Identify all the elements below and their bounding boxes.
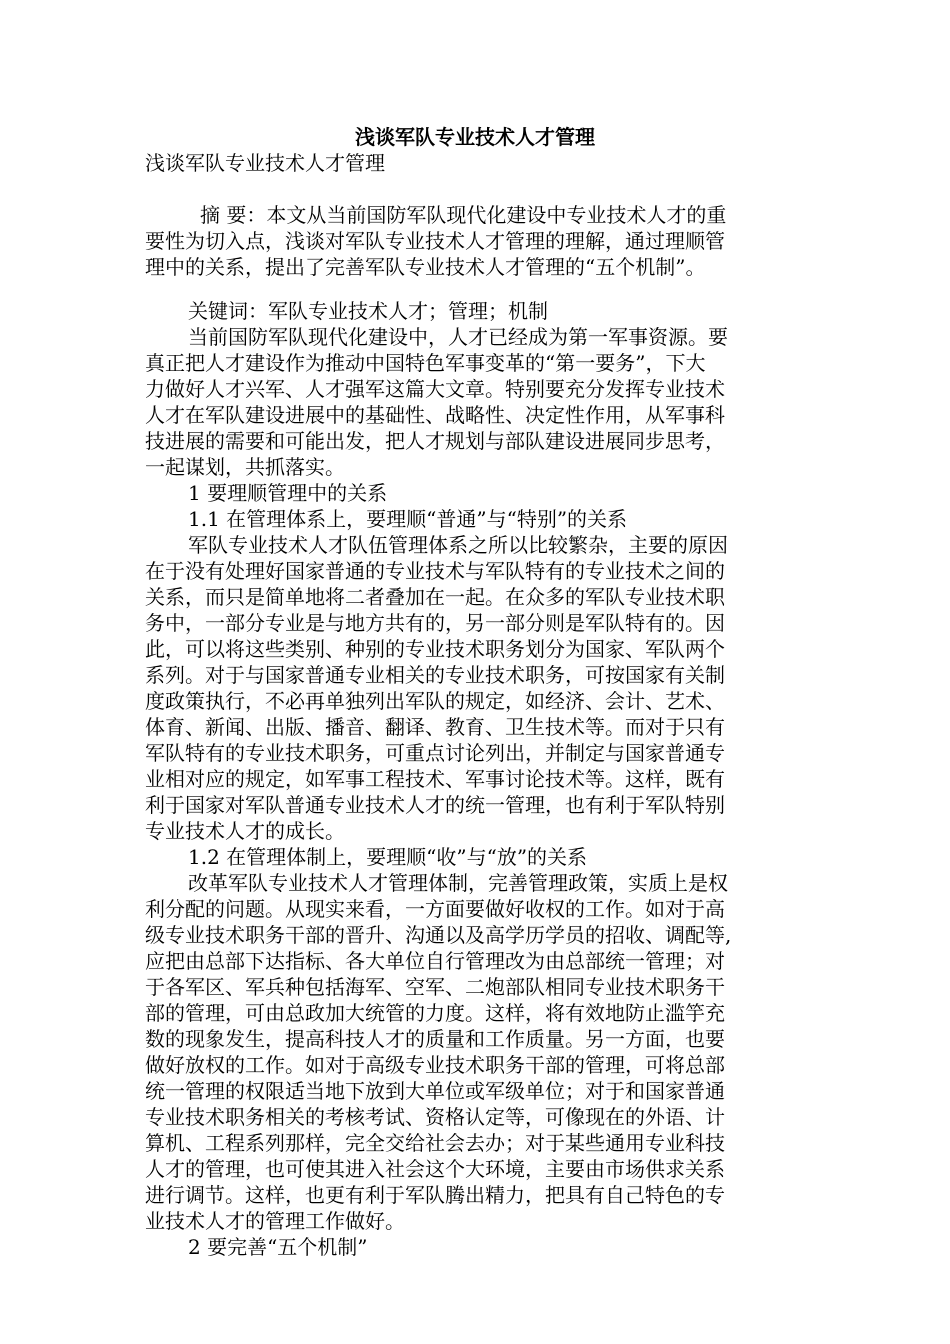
body-line: 人才在军队建设进展中的基础性、战略性、决定性作用，从军事科 xyxy=(145,403,725,427)
body-line: 改革军队专业技术人才管理体制，完善管理政策，实质上是权 xyxy=(188,871,728,895)
abstract-line: 摘 要：本文从当前国防军队现代化建设中专业技术人才的重 xyxy=(200,203,727,227)
body-line: 此，可以将这些类别、种别的专业技术职务划分为国家、军队两个 xyxy=(145,637,725,661)
abstract-line: 理中的关系，提出了完善军队专业技术人才管理的“五个机制”。 xyxy=(145,255,706,279)
body-line: 专业技术人才的成长。 xyxy=(145,819,345,843)
subsection-heading: 1.1 在管理体系上，要理顺“普通”与“特别”的关系 xyxy=(188,507,628,531)
abstract-line: 要性为切入点，浅谈对军队专业技术人才管理的理解，通过理顺管 xyxy=(145,229,725,253)
subtitle-line: 浅谈军队专业技术人才管理 xyxy=(145,151,385,175)
body-line: 一起谋划，共抓落实。 xyxy=(145,455,345,479)
body-line: 统一管理的权限适当地下放到大单位或军级单位；对于和国家普通 xyxy=(145,1079,725,1103)
section-heading: 1 要理顺管理中的关系 xyxy=(188,481,388,505)
body-line: 体育、新闻、出版、播音、翻译、教育、卫生技术等。而对于只有 xyxy=(145,715,725,739)
body-line: 数的现象发生，提高科技人才的质量和工作质量。另一方面，也要 xyxy=(145,1027,725,1051)
body-line: 于各军区、军兵种包括海军、空军、二炮部队相同专业技术职务干 xyxy=(145,975,725,999)
body-line: 度政策执行，不必再单独列出军队的规定，如经济、会计、艺术、 xyxy=(145,689,725,713)
body-line: 力做好人才兴军、人才强军这篇大文章。特别要充分发挥专业技术 xyxy=(145,377,725,401)
body-line: 军队专业技术人才队伍管理体系之所以比较繁杂，主要的原因 xyxy=(188,533,728,557)
body-line: 专业技术职务相关的考核考试、资格认定等，可像现在的外语、计 xyxy=(145,1105,725,1129)
body-line: 业相对应的规定，如军事工程技术、军事讨论技术等。这样，既有 xyxy=(145,767,725,791)
body-line: 利分配的问题。从现实来看，一方面要做好收权的工作。如对于高 xyxy=(145,897,725,921)
keywords-line: 关键词：军队专业技术人才；管理；机制 xyxy=(188,299,548,323)
body-line: 进行调节。这样，也更有利于军队腾出精力，把具有自己特色的专 xyxy=(145,1183,725,1207)
section-heading: 2 要完善“五个机制” xyxy=(188,1235,368,1259)
document-title: 浅谈军队专业技术人才管理 xyxy=(355,125,595,149)
body-line: 真正把人才建设作为推动中国特色军事变革的“第一要务”，下大 xyxy=(145,351,706,375)
body-line: 级专业技术职务干部的晋升、沟通以及高学历学员的招收、调配等, xyxy=(145,923,732,947)
body-line: 部的管理，可由总政加大统管的力度。这样，将有效地防止滥竽充 xyxy=(145,1001,725,1025)
body-line: 算机、工程系列那样，完全交给社会去办；对于某些通用专业科技 xyxy=(145,1131,725,1155)
body-line: 业技术人才的管理工作做好。 xyxy=(145,1209,405,1233)
body-line: 利于国家对军队普通专业技术人才的统一管理，也有利于军队特别 xyxy=(145,793,725,817)
body-line: 关系，而只是简单地将二者叠加在一起。在众多的军队专业技术职 xyxy=(145,585,725,609)
body-line: 军队特有的专业技术职务，可重点讨论列出，并制定与国家普通专 xyxy=(145,741,725,765)
body-line: 在于没有处理好国家普通的专业技术与军队特有的专业技术之间的 xyxy=(145,559,725,583)
body-line: 系列。对于与国家普通专业相关的专业技术职务，可按国家有关制 xyxy=(145,663,725,687)
body-line: 人才的管理，也可使其进入社会这个大环境，主要由市场供求关系 xyxy=(145,1157,725,1181)
body-line: 务中，一部分专业是与地方共有的，另一部分则是军队特有的。因 xyxy=(145,611,725,635)
body-line: 应把由总部下达指标、各大单位自行管理改为由总部统一管理；对 xyxy=(145,949,725,973)
subsection-heading: 1.2 在管理体制上，要理顺“收”与“放”的关系 xyxy=(188,845,588,869)
body-line: 技进展的需要和可能出发，把人才规划与部队建设进展同步思考， xyxy=(145,429,725,453)
body-line: 做好放权的工作。如对于高级专业技术职务干部的管理，可将总部 xyxy=(145,1053,725,1077)
body-line: 当前国防军队现代化建设中，人才已经成为第一军事资源。要 xyxy=(188,325,728,349)
